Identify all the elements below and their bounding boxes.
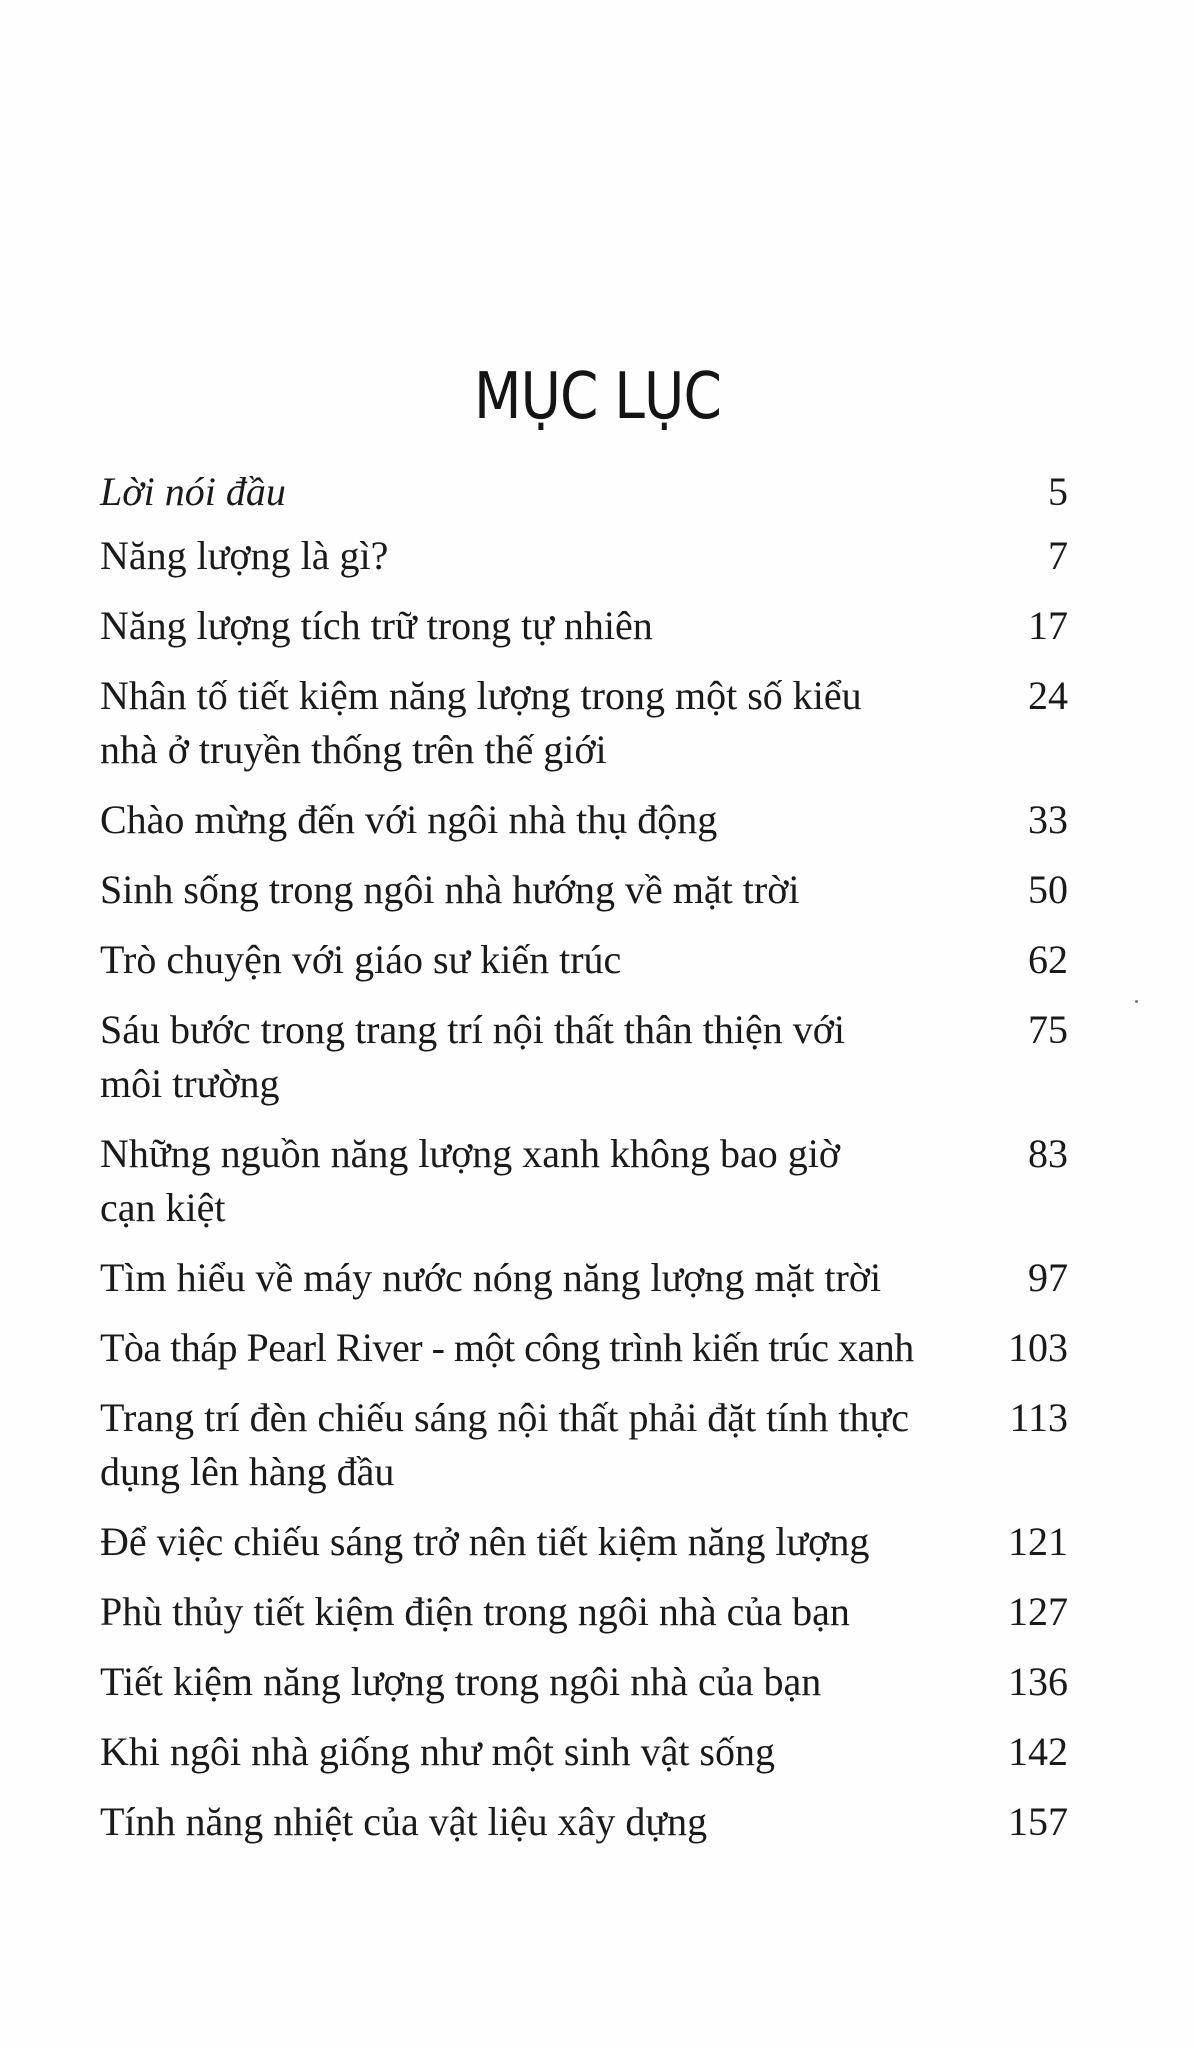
toc-entry [100, 1515, 1080, 1569]
page-title: MỤC LỤC [473, 360, 722, 434]
toc-entry-title: Tìm hiểu về máy nước nóng năng lượng mặt trời [100, 1255, 882, 1300]
toc-entry [100, 1251, 1080, 1305]
toc-entry-title: Tiết kiệm năng lượng trong ngôi nhà của bạn [100, 1659, 822, 1704]
toc-entry [100, 465, 1080, 519]
toc-entry-title: Năng lượng tích trữ trong tự nhiên [100, 603, 653, 648]
toc-entry-page: 5 [1048, 469, 1068, 514]
speck-mark [1135, 1000, 1138, 1003]
toc-entry [100, 1725, 1080, 1779]
toc-entry-title: Phù thủy tiết kiệm điện trong ngôi nhà của bạn [100, 1589, 850, 1634]
table-of-contents [100, 465, 1080, 1849]
toc-entry-page: 97 [1028, 1255, 1068, 1300]
toc-entry-page: 24 [1028, 673, 1068, 718]
toc-entry [100, 793, 1080, 847]
toc-entry-title: Lời nói đầu [100, 469, 286, 514]
toc-entry [100, 1003, 1080, 1111]
toc-entry-title: Nhân tố tiết kiệm năng lượng trong một số kiểu nhà ở truyền thống trên thế giới [100, 673, 862, 772]
toc-entry [100, 863, 1080, 917]
toc-entry-title: Chào mừng đến với ngôi nhà thụ động [100, 797, 718, 842]
toc-entry-page: 62 [1028, 937, 1068, 982]
toc-entry-title: Trò chuyện với giáo sư kiến trúc [100, 937, 622, 982]
toc-entry-page: 103 [1008, 1325, 1068, 1370]
toc-entry-title: Trang trí đèn chiếu sáng nội thất phải đặt tính thực dụng lên hàng đầu [100, 1395, 909, 1494]
toc-entry [100, 933, 1080, 987]
toc-entry-page: 157 [1008, 1799, 1068, 1844]
toc-entry-page: 7 [1048, 533, 1068, 578]
toc-entry-title: Để việc chiếu sáng trở nên tiết kiệm năng lượng [100, 1519, 870, 1564]
toc-entry [100, 1655, 1080, 1709]
toc-entry-page: 50 [1028, 867, 1068, 912]
toc-entry-page: 17 [1028, 603, 1068, 648]
toc-entry-title: Năng lượng là gì? [100, 533, 389, 578]
toc-entry-title: Khi ngôi nhà giống như một sinh vật sống [100, 1729, 775, 1774]
toc-entry [100, 669, 1080, 777]
toc-entry-page: 75 [1028, 1007, 1068, 1052]
toc-entry [100, 1795, 1080, 1849]
toc-entry-page: 127 [1008, 1589, 1068, 1634]
toc-entry-page: 121 [1008, 1519, 1068, 1564]
toc-entry-page: 142 [1008, 1729, 1068, 1774]
toc-entry [100, 1391, 1080, 1499]
toc-entry-page: 136 [1008, 1659, 1068, 1704]
toc-entry-title: Sinh sống trong ngôi nhà hướng về mặt trời [100, 867, 800, 912]
toc-entry [100, 1585, 1080, 1639]
toc-entry [100, 599, 1080, 653]
toc-entry [100, 1321, 1080, 1375]
toc-entry-title: Sáu bước trong trang trí nội thất thân thiện với môi trường [100, 1007, 845, 1106]
toc-entry-page: 83 [1028, 1131, 1068, 1176]
toc-entry [100, 1127, 1080, 1235]
toc-entry [100, 529, 1080, 583]
toc-entry-title: Những nguồn năng lượng xanh không bao giờ cạn kiệt [100, 1131, 841, 1230]
toc-entry-title: Tòa tháp Pearl River - một công trình kiến trúc xanh [100, 1325, 914, 1370]
toc-entry-page: 33 [1028, 797, 1068, 842]
toc-entry-title: Tính năng nhiệt của vật liệu xây dựng [100, 1799, 708, 1844]
toc-entry-page: 113 [1009, 1395, 1068, 1440]
